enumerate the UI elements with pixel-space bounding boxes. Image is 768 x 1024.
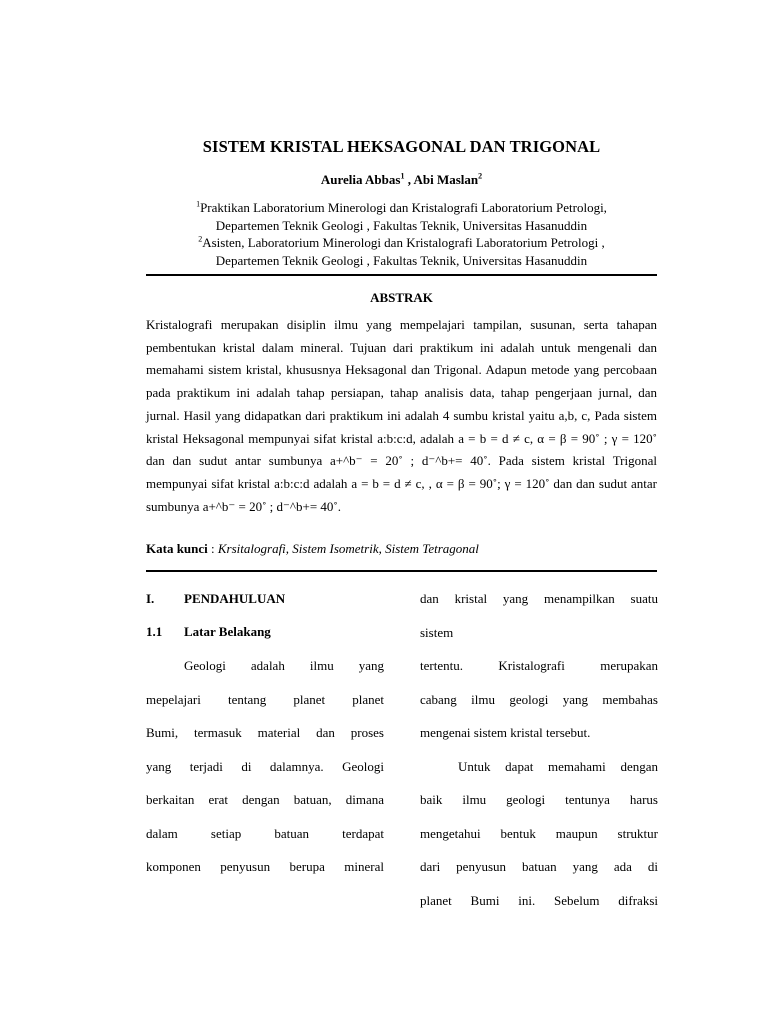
affiliation-2-line-2: Departemen Teknik Geologi , Fakultas Teknik, Universitas Hasanuddin <box>215 252 588 268</box>
affiliation-1-line-1 <box>146 199 657 217</box>
affiliation-1 <box>146 199 657 234</box>
subsection-title: Latar Belakang <box>184 624 271 639</box>
body-line: Untuk dapat memahami dengan <box>458 758 658 774</box>
abstract-heading: ABSTRAK <box>370 290 433 305</box>
body-line: mengenai sistem kristal tersebut. <box>420 725 591 740</box>
body-line: Geologi adalah ilmu yang <box>184 658 384 673</box>
body-line: berkaitan erat dengan batuan, dimana <box>146 792 384 807</box>
paper-title: SISTEM KRISTAL HEKSAGONAL DAN TRIGONAL <box>202 137 601 156</box>
affiliation-1-line-2: Departemen Teknik Geologi , Fakultas Teknik, Universitas Hasanuddin <box>215 217 588 233</box>
abstract-text: Kristalografi merupakan disiplin ilmu yang mempelajari tampilan, susunan, serta tahapan pembentukan kristal dalam mineral. Tujuan dari praktikum ini adalah untuk mengenali dan memahami sistem kristal, khususnya Heksagonal dan Trigonal. Adapun metode yang percobaan pada praktikum ini adalah tahap persiapan, tahap analisis data, tahap pengerjaan jurnal, dan jurnal. Hasil yang didapatkan dari praktikum ini adalah 4 sumbu kristal yaitu a,b, c, Pada sistem kristal Heksagonal mempunyai sifat kristal a:b:c:d, adalah a = b = d ≠ c, α = β = 90˚ ; γ = 120˚ dan dan sudut antar sumbunya a+^b⁻ = 20˚ ; d⁻^b+= 40˚. Pada sistem kristal Trigonal mempunyai sifat kristal a:b:c:d adalah a = b = d ≠ c, , α = β = 90˚; γ = 120˚ dan dan sudut antar sumbunya a+^b⁻ = 20˚ ; d⁻^b+= 40˚. <box>146 317 657 514</box>
body-line: dan kristal yang menampilkan suatu <box>420 591 658 606</box>
author-2-name: Abi Maslan <box>413 172 479 187</box>
body-line: cabang ilmu geologi yang membahas <box>420 691 658 707</box>
body-line: dalam setiap batuan terdapat <box>146 825 384 841</box>
header-rule <box>146 274 657 276</box>
body-line: mepelajari tentang planet planet <box>146 691 384 707</box>
abstract-rule <box>146 570 657 572</box>
section-number: I. <box>146 591 155 606</box>
affiliation-2-sup: 2 <box>198 234 203 244</box>
authors <box>146 172 657 188</box>
body-line: yang terjadi di dalamnya. Geologi <box>146 758 384 774</box>
right-column-body <box>420 590 658 925</box>
author-1-sup: 1 <box>400 171 405 181</box>
affiliation-1-line-1-text: Praktikan Laboratorium Minerologi dan Kristalografi Laboratorium Petrologi, <box>200 200 607 215</box>
left-column-body <box>146 657 384 892</box>
author-2-sup: 2 <box>478 171 483 181</box>
body-line: planet Bumi ini. Sebelum difraksi <box>420 892 658 908</box>
keywords-label: Kata kunci <box>146 541 208 556</box>
body-line: sistem <box>420 624 454 640</box>
keywords-value: Krsitalografi, Sistem Isometrik, Sistem Tetragonal <box>217 541 479 556</box>
author-1-name: Aurelia Abbas <box>320 172 401 187</box>
affiliation-1-sup: 1 <box>196 199 201 209</box>
body-line: komponen penyusun berupa mineral <box>146 859 384 874</box>
affiliation-2 <box>146 234 657 269</box>
keywords <box>146 541 479 557</box>
author-separator: , <box>404 172 414 187</box>
body-line: mengetahui bentuk maupun struktur <box>420 825 658 841</box>
body-line: baik ilmu geologi tentunya harus <box>420 792 658 807</box>
body-line: dari penyusun batuan yang ada di <box>420 859 658 874</box>
keywords-separator: : <box>207 541 218 556</box>
affiliation-2-line-1-text: Asisten, Laboratorium Minerologi dan Kristalografi Laboratorium Petrologi , <box>202 235 605 250</box>
affiliation-2-line-1 <box>146 234 657 252</box>
subsection-number: 1.1 <box>146 624 163 639</box>
section-title: PENDAHULUAN <box>184 591 286 606</box>
body-line: Bumi, termasuk material dan proses <box>146 725 384 740</box>
body-line: tertentu. Kristalografi merupakan <box>420 658 658 673</box>
